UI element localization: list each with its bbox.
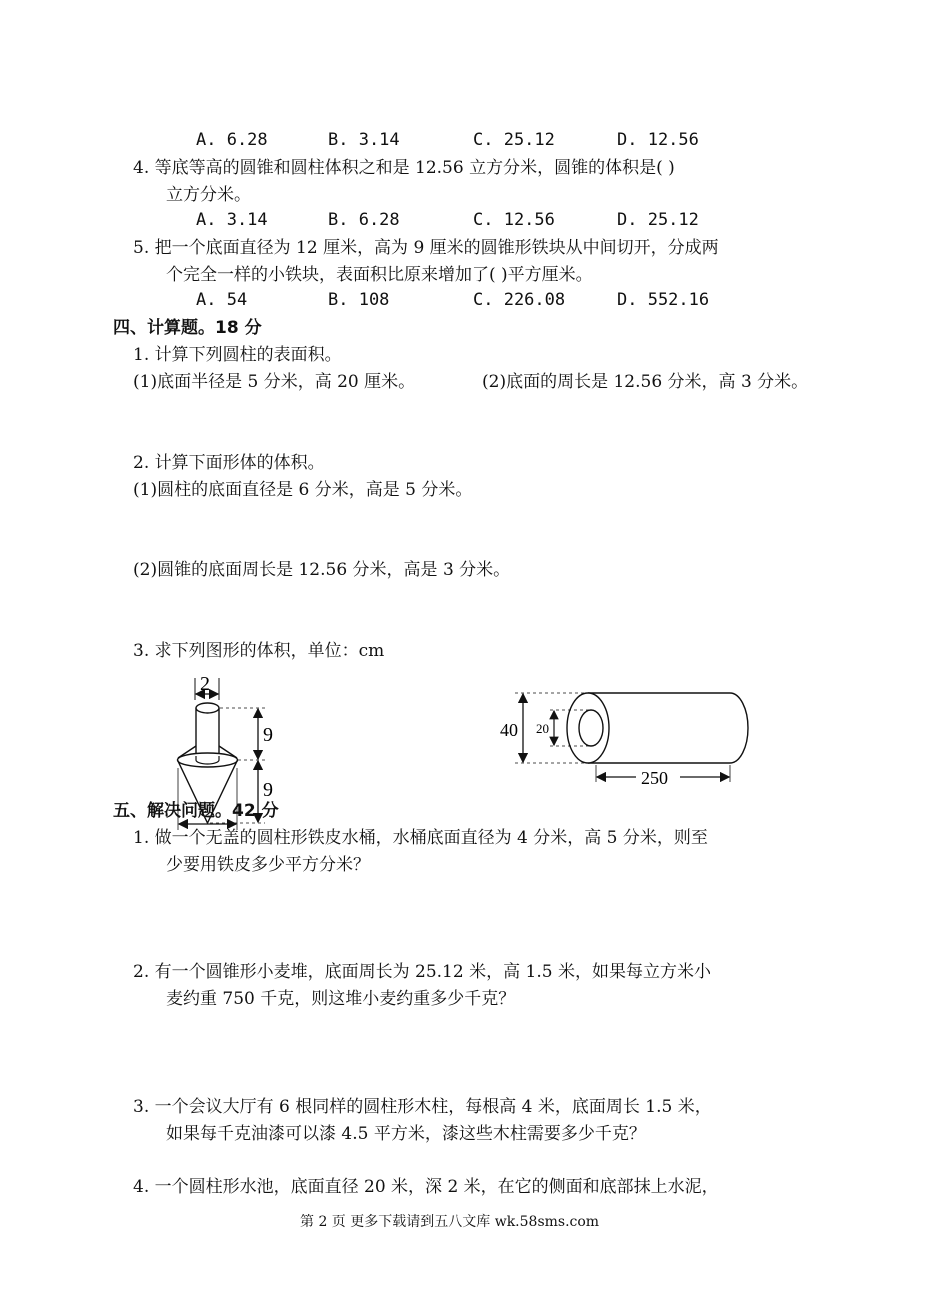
fig2-label-outer: 40	[500, 720, 518, 740]
q3-option-c: C. 25.12	[473, 130, 555, 150]
q5-option-a: A. 54	[196, 290, 248, 310]
q4-option-d: D. 25.12	[617, 210, 699, 230]
section5-q1-line1: 1. 做一个无盖的圆柱形铁皮水桶，水桶底面直径为 4 分米，高 5 分米，则至	[133, 828, 708, 848]
section5-q4-line1: 4. 一个圆柱形水池，底面直径 20 米，深 2 米，在它的侧面和底部抹上水泥，	[133, 1177, 719, 1197]
fig1-label-upper: 9	[263, 724, 273, 746]
section4-p1: 1. 计算下列圆柱的表面积。	[133, 345, 342, 365]
q5-text-line1: 5. 把一个底面直径为 12 厘米，高为 9 厘米的圆锥形铁块从中间切开，分成两	[133, 238, 719, 258]
section4-p2: 2. 计算下面形体的体积。	[133, 453, 325, 473]
section4-p1a: (1)底面半径是 5 分米，高 20 厘米。	[133, 372, 416, 392]
q4-option-c: C. 12.56	[473, 210, 555, 230]
fig2-label-length: 250	[641, 768, 668, 788]
q5-option-c: C. 226.08	[473, 290, 566, 310]
q4-option-a: A. 3.14	[196, 210, 268, 230]
section5-q2-line2: 麦约重 750 千克，则这堆小麦约重多少千克？	[166, 989, 516, 1009]
q5-option-b: B. 108	[328, 290, 390, 310]
q4-option-b: B. 6.28	[328, 210, 400, 230]
section4-p2b: (2)圆锥的底面周长是 12.56 分米，高是 3 分米。	[133, 560, 511, 580]
section5-q3-line1: 3. 一个会议大厅有 6 根同样的圆柱形木柱，每根高 4 米，底面周长 1.5 米，	[133, 1097, 712, 1117]
section4-p3: 3. 求下列图形的体积，单位：cm	[133, 641, 385, 661]
q3-option-b: B. 3.14	[328, 130, 400, 150]
fig2-inner-hole	[579, 710, 603, 746]
figure-hollow-pipe	[490, 680, 760, 795]
q5-option-d: D. 552.16	[617, 290, 710, 310]
section5-title: 五、解决问题。42 分	[113, 801, 279, 821]
fig1-cylinder-top	[196, 703, 219, 713]
section4-p1b: (2)底面的周长是 12.56 分米，高 3 分米。	[482, 372, 809, 392]
section4-title: 四、计算题。18 分	[113, 318, 262, 338]
fig1-label-lower: 9	[263, 779, 273, 801]
q3-option-d: D. 12.56	[617, 130, 699, 150]
fig2-label-inner: 20	[536, 721, 549, 736]
section5-q3-line2: 如果每千克油漆可以漆 4.5 平方米，漆这些木柱需要多少千克？	[166, 1124, 646, 1144]
q5-text-line2: 个完全一样的小铁块，表面积比原来增加了( )平方厘米。	[166, 265, 593, 285]
section4-p2a: (1)圆柱的底面直径是 6 分米，高是 5 分米。	[133, 480, 473, 500]
page-footer: 第 2 页 更多下载请到五八文库 wk.58sms.com	[300, 1214, 600, 1230]
fig1-label-top: 2	[200, 673, 210, 695]
q3-option-a: A. 6.28	[196, 130, 268, 150]
fig2-far-end	[730, 693, 748, 763]
fig1-cylinder-body	[196, 708, 219, 759]
q4-text-line2: 立方分米。	[166, 185, 251, 205]
section5-q1-line2: 少要用铁皮多少平方分米？	[166, 855, 370, 875]
fig1-cylinder-foot	[196, 756, 219, 764]
q4-text-line1: 4. 等底等高的圆锥和圆柱体积之和是 12.56 立方分米，圆锥的体积是( )	[133, 158, 675, 178]
section5-q2-line1: 2. 有一个圆锥形小麦堆，底面周长为 25.12 米，高 1.5 米，如果每立方米小	[133, 962, 711, 982]
